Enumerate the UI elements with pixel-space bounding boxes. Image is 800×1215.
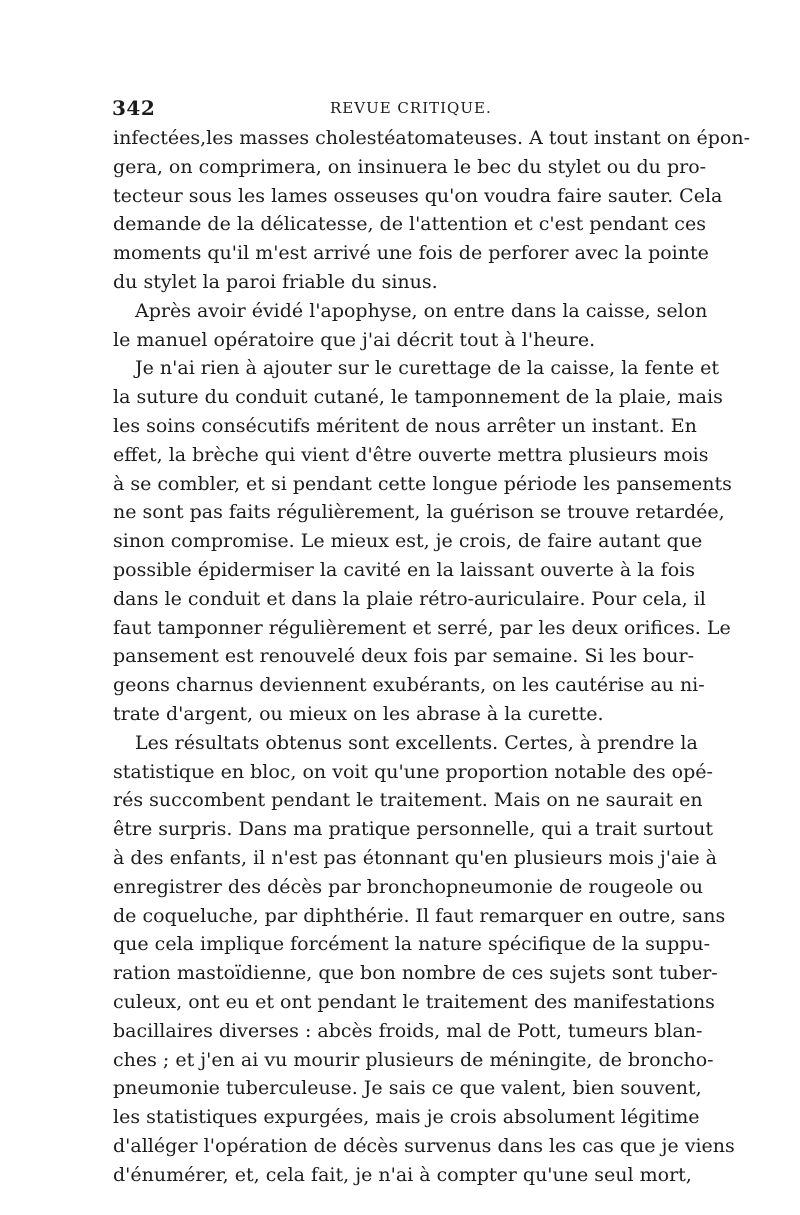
text-line: trate d'argent, ou mieux on les abrase à la curette.: [113, 702, 604, 725]
text-line: ne sont pas faits régulièrement, la guérison se trouve retardée,: [113, 501, 725, 524]
text-line: gera, on comprimera, on insinuera le bec du stylet ou du pro-: [113, 155, 707, 178]
text-line: enregistrer des décès par bronchopneumonie de rougeole ou: [113, 875, 704, 898]
text-line: rés succombent pendant le traitement. Mais on ne saurait en: [113, 789, 703, 812]
text-line: à des enfants, il n'est pas étonnant qu'en plusieurs mois j'aie à: [113, 846, 717, 869]
text-line: statistique en bloc, on voit qu'une proportion notable des opé-: [113, 760, 713, 783]
text-line: pneumonie tuberculeuse. Je sais ce que valent, bien souvent,: [113, 1077, 702, 1100]
text-line: d'alléger l'opération de décès survenus dans les cas que je viens: [113, 1134, 735, 1157]
text-line: geons charnus deviennent exubérants, on les cautérise au ni-: [113, 674, 705, 697]
page-header: [112, 96, 686, 126]
text-line: faut tamponner régulièrement et serré, par les deux orifices. Le: [113, 616, 731, 639]
text-line: Les résultats obtenus sont excellents. Certes, à prendre la: [135, 731, 698, 754]
text-line: Après avoir évidé l'apophyse, on entre dans la caisse, selon: [135, 299, 708, 322]
text-line: culeux, ont eu et ont pendant le traitement des manifestations: [113, 990, 715, 1013]
text-line: bacillaires diverses : abcès froids, mal de Pott, tumeurs blan-: [113, 1019, 703, 1042]
text-line: ration mastoïdienne, que bon nombre de ces sujets sont tuber-: [113, 962, 718, 985]
text-line: possible épidermiser la cavité en la laissant ouverte à la fois: [113, 558, 695, 581]
text-line: les statistiques expurgées, mais je crois absolument légitime: [113, 1106, 700, 1129]
text-line: d'énumérer, et, cela fait, je n'ai à compter qu'une seul mort,: [113, 1163, 692, 1186]
text-line: ches ; et j'en ai vu mourir plusieurs de méningite, de broncho-: [113, 1048, 714, 1071]
text-line: dans le conduit et dans la plaie rétro-auriculaire. Pour cela, il: [113, 587, 706, 610]
running-head: REVUE CRITIQUE.: [330, 99, 492, 117]
text-line: de coqueluche, par diphthérie. Il faut remarquer en outre, sans: [113, 904, 726, 927]
text-line: Je n'ai rien à ajouter sur le curettage de la caisse, la fente et: [135, 357, 719, 380]
text-line: sinon compromise. Le mieux est, je crois, de faire autant que: [113, 530, 703, 553]
text-line: demande de la délicatesse, de l'attention et c'est pendant ces: [113, 213, 706, 236]
text-line: effet, la brèche qui vient d'être ouverte mettra plusieurs mois: [113, 443, 709, 466]
body-text: [113, 124, 750, 1189]
text-line: le manuel opératoire que j'ai décrit tout à l'heure.: [113, 328, 596, 351]
page-number: 342: [112, 96, 156, 120]
text-line: du stylet la paroi friable du sinus.: [113, 270, 438, 293]
text-line: tecteur sous les lames osseuses qu'on voudra faire sauter. Cela: [113, 184, 723, 207]
text-line: pansement est renouvelé deux fois par semaine. Si les bour-: [113, 645, 695, 668]
text-line: moments qu'il m'est arrivé une fois de perforer avec la pointe: [113, 242, 709, 265]
text-line: que cela implique forcément la nature spécifique de la suppu-: [113, 933, 711, 956]
text-line: infectées,les masses cholestéatomateuses. A tout instant on épon-: [113, 127, 750, 149]
text-line: les soins consécutifs méritent de nous arrêter un instant. En: [113, 414, 697, 437]
text-line: être surpris. Dans ma pratique personnelle, qui a trait surtout: [113, 818, 713, 841]
text-line: la suture du conduit cutané, le tamponnement de la plaie, mais: [113, 386, 723, 409]
text-line: à se combler, et si pendant cette longue période les pansements: [113, 472, 732, 495]
